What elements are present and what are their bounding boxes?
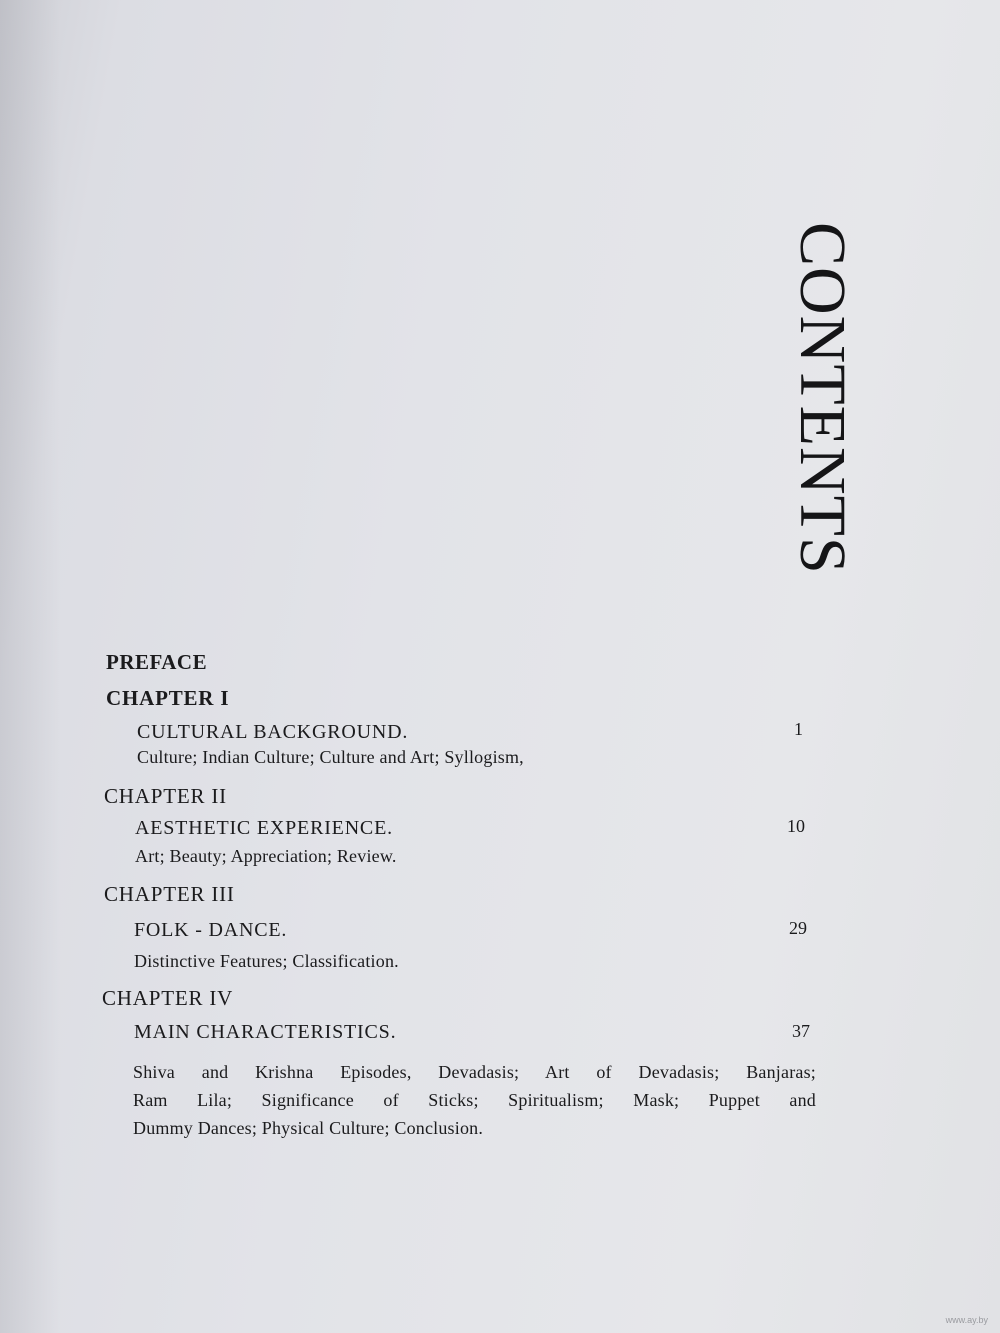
contents-heading: CONTENTS (786, 222, 859, 575)
chapter-3-label: CHAPTER III (104, 882, 235, 906)
chapter-3-title: FOLK - DANCE. (134, 919, 288, 941)
chapter-1-page-number: 1 (794, 719, 803, 739)
chapter-4-topics-line-3: Dummy Dances; Physical Culture; Conclusion. (133, 1118, 484, 1138)
chapter-4-topics (133, 1058, 816, 1142)
chapter-1-topics: Culture; Indian Culture; Culture and Art; Syllogism, (137, 747, 524, 767)
chapter-4-topics-line-1: Shiva and Krishna Episodes, Devadasis; Art of Devadasis; Banjaras; (133, 1062, 816, 1082)
chapter-4-topics-line-2: Ram Lila; Significance of Sticks; Spiritualism; Mask; Puppet and (133, 1090, 816, 1110)
chapter-2-page-number: 10 (787, 816, 805, 836)
site-watermark: www.ay.by (945, 1315, 988, 1325)
chapter-4-page-number: 37 (792, 1021, 810, 1041)
chapter-3-page-number: 29 (789, 918, 807, 938)
chapter-2-label: CHAPTER II (104, 784, 227, 808)
chapter-3-topics: Distinctive Features; Classification. (134, 951, 399, 971)
preface-entry: PREFACE (106, 650, 208, 674)
chapter-4-title: MAIN CHARACTERISTICS. (134, 1021, 397, 1043)
chapter-1-title: CULTURAL BACKGROUND. (137, 721, 409, 743)
page-spine-shadow (0, 0, 60, 1333)
chapter-2-title: AESTHETIC EXPERIENCE. (135, 817, 393, 839)
chapter-2-topics: Art; Beauty; Appreciation; Review. (135, 846, 397, 866)
chapter-4-label: CHAPTER IV (102, 986, 234, 1010)
chapter-1-label: CHAPTER I (106, 686, 230, 710)
